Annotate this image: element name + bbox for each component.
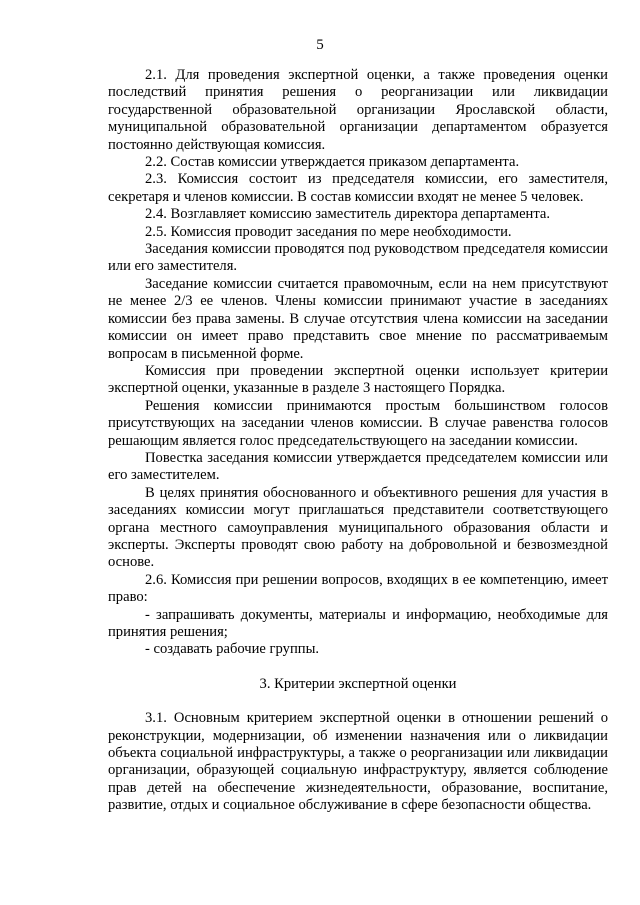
paragraph-criteria-usage: Комиссия при проведении экспертной оценки использует критерии экспертной оценки, указанные в разделе 3 настоящего Порядка.: [108, 362, 608, 397]
paragraph-2-2: 2.2. Состав комиссии утверждается приказом департамента.: [145, 154, 520, 171]
paragraph-3-1: 3.1. Основным критерием экспертной оценки в отношении решений о реконструкции, модернизации, об изменении назначения или о ликвидации объекта социальной инфраструктуры, а также о реорганизации или ликвидации организации, образующей социальную инфраструктуру, является соблюдение прав детей на обеспечение жизнедеятельности, образование, воспитание, развитие, отдых и социальное обслуживание в сфере безопасности общества.: [108, 710, 608, 814]
page-number: 5: [316, 37, 324, 53]
paragraph-2-5: 2.5. Комиссия проводит заседания по мере необходимости.: [145, 223, 512, 240]
document-body: [108, 67, 608, 815]
paragraph-2-4: 2.4. Возглавляет комиссию заместитель директора департамента.: [145, 206, 551, 223]
paragraph-meetings-leadership: Заседания комиссии проводятся под руководством председателя комиссии или его заместителя.: [108, 241, 608, 275]
paragraph-quorum: Заседание комиссии считается правомочным, если на нем присутствуют не менее 2/3 ее членов. Члены комиссии принимают участие в заседаниях комиссии без права замены. В случае отсутствия члена комиссии на заседании комиссии он имеет право представить свое мнение по рассматриваемым вопросам в письменной форме.: [108, 275, 608, 362]
paragraph-2-6: 2.6. Комиссия при решении вопросов, входящих в ее компетенцию, имеет право:: [108, 571, 608, 606]
paragraph-agenda: Повестка заседания комиссии утверждается председателем комиссии или его заместителем.: [108, 449, 608, 484]
paragraph-experts: В целях принятия обоснованного и объективного решения для участия в заседаниях комиссии могут приглашаться представители соответствующего органа местного самоуправления муниципального образования области и эксперты. Эксперты проводят свою работу на добровольной и безвозмездной основе.: [108, 484, 608, 571]
list-item-working-groups: - создавать рабочие группы.: [145, 641, 320, 658]
paragraph-2-1: 2.1. Для проведения экспертной оценки, а также проведения оценки последствий принятия решения о реорганизации или ликвидации государственной образовательной организации Ярославской области, муниципальной образовательной организации департаментом образуется постоянно действующая комиссия.: [108, 67, 608, 153]
section-heading: 3. Критерии экспертной оценки: [259, 675, 457, 692]
paragraph-2-3: 2.3. Комиссия состоит из председателя комиссии, его заместителя, секретаря и членов комиссии. В состав комиссии входят не менее 5 человек.: [108, 171, 608, 205]
list-item-request-documents: - запрашивать документы, материалы и информацию, необходимые для принятия решения;: [108, 606, 608, 640]
paragraph-decisions: Решения комиссии принимаются простым большинством голосов присутствующих на заседании членов комиссии. В случае равенства голосов решающим является голос председательствующего на заседании комиссии.: [108, 397, 608, 449]
